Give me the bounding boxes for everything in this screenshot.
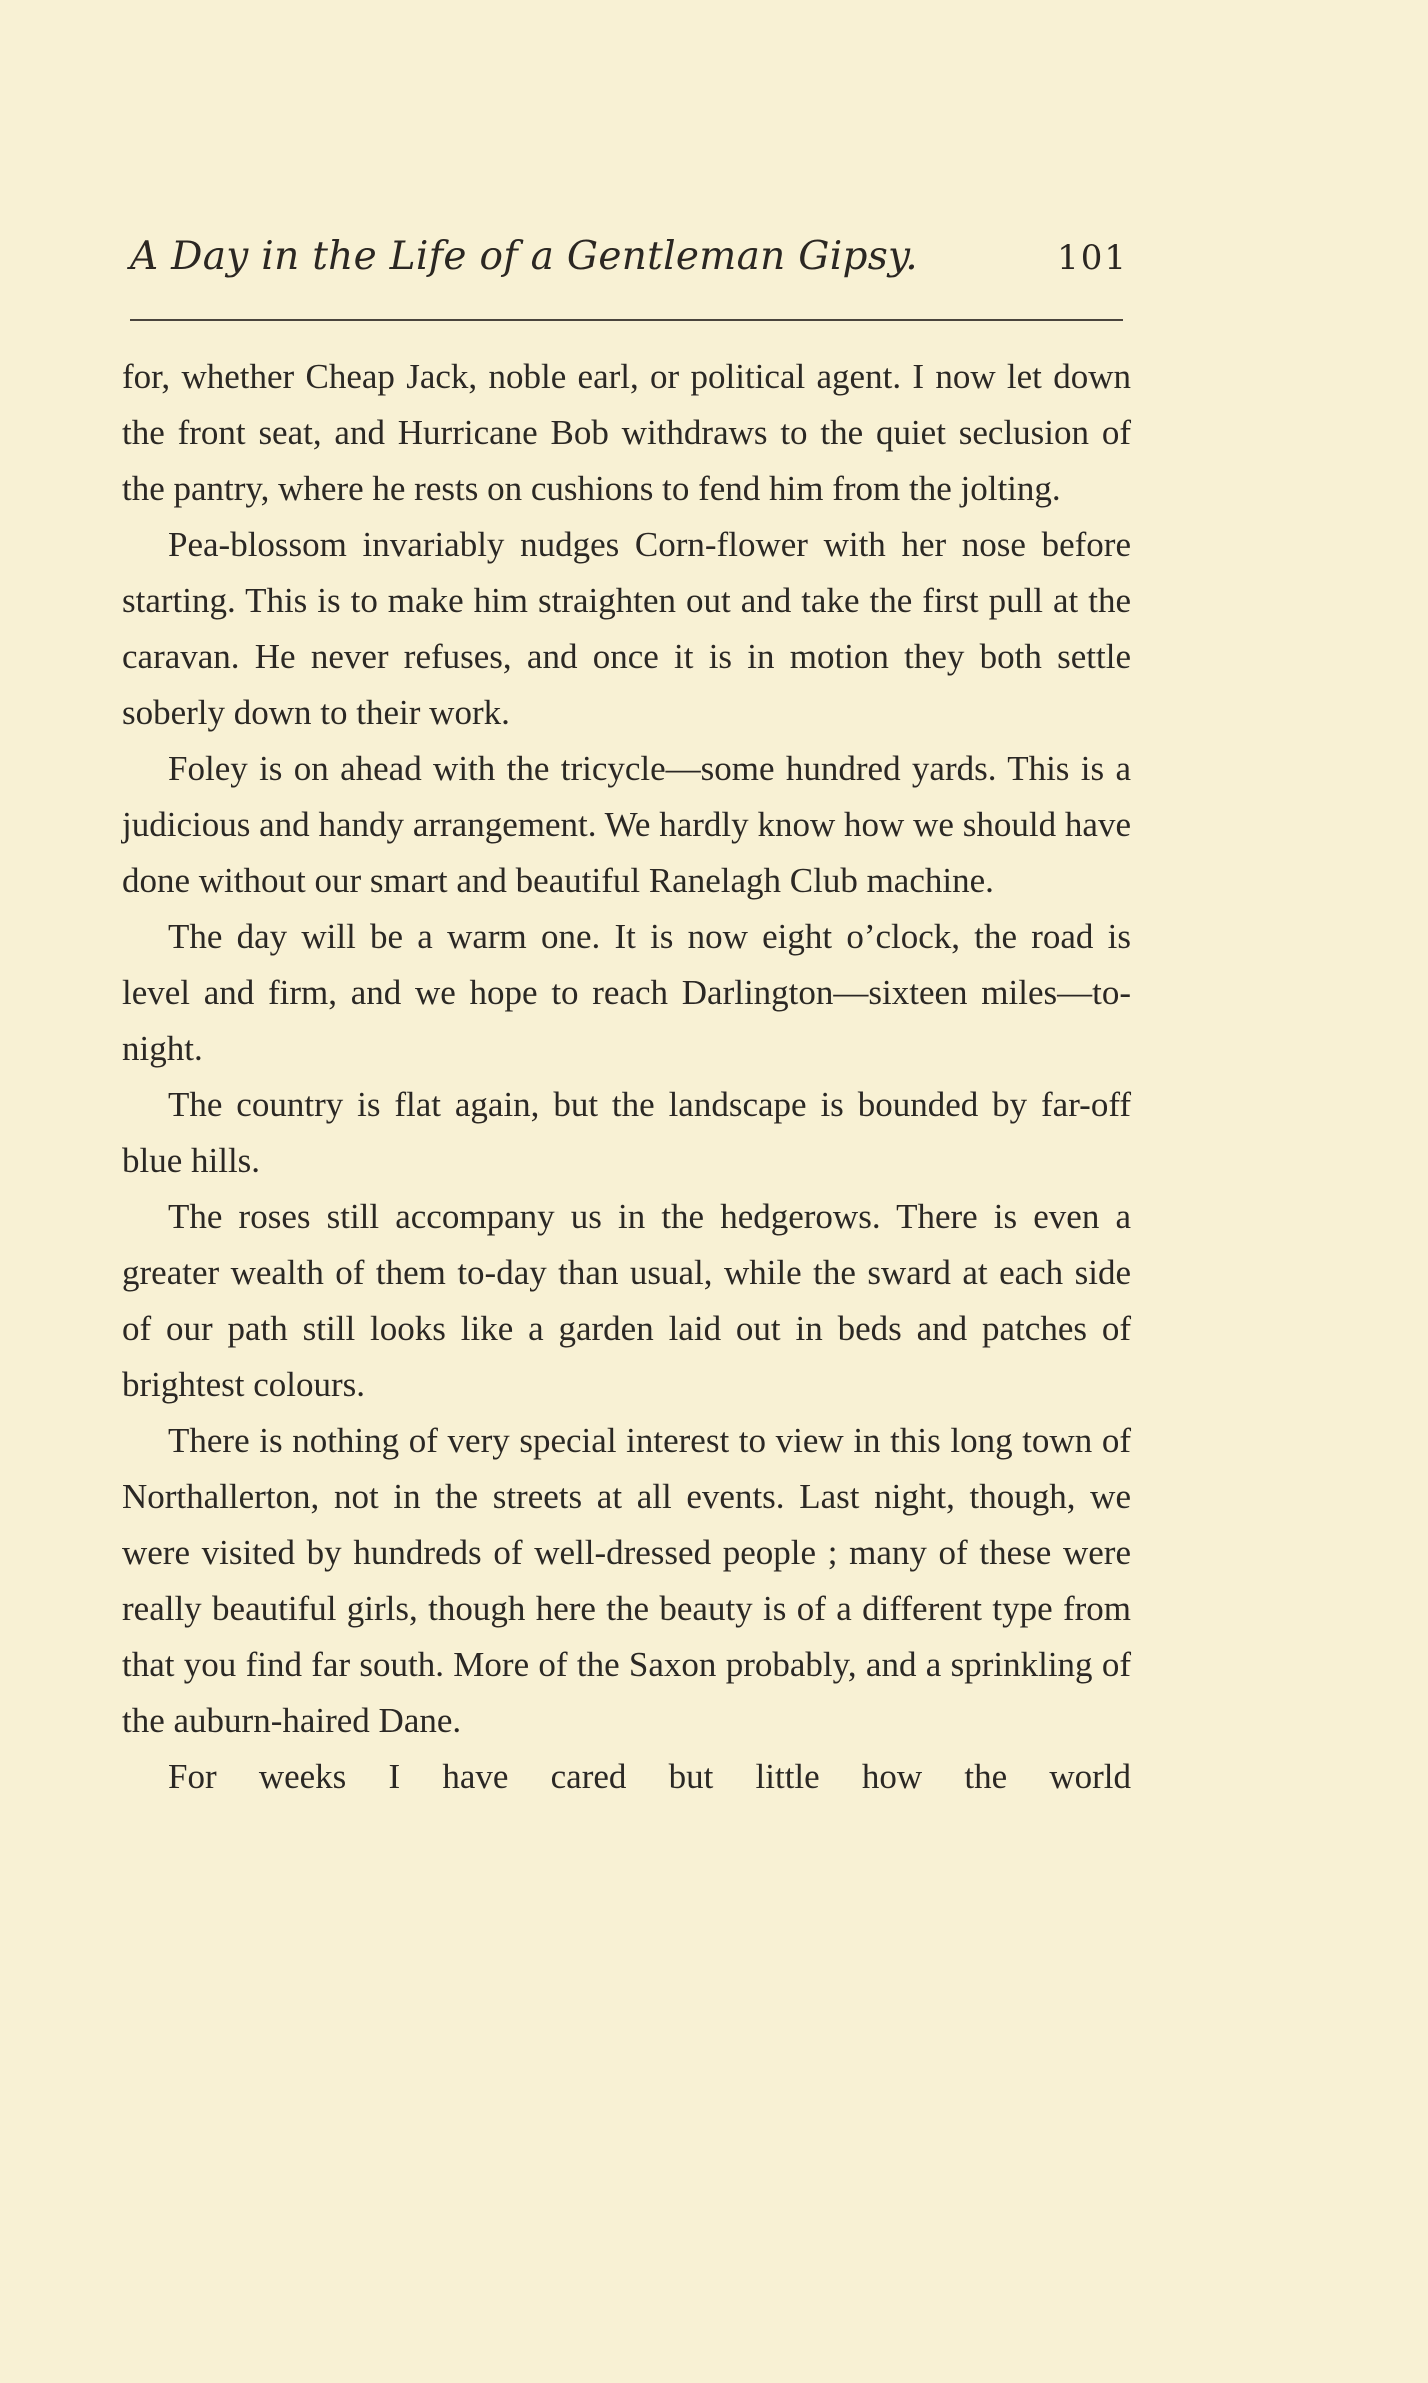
paragraph-3: Foley is on ahead with the tricycle—some hundred yards. This is a judicious and handy arrangement. We hardly know how we should have done without our smart and beautiful Ranelagh Club machine. bbox=[122, 749, 1131, 900]
page-number: 101 bbox=[1057, 238, 1128, 278]
paragraph-7: There is nothing of very special interest to view in this long town of Northallerton, not in the streets at all events. Last night, though, we were visited by hundreds of well-dressed people ; many of these were really beautiful girls, though here the beauty is of a different type from that you find far south. More of the Saxon probably, and a sprinkling of the auburn-haired Dane. bbox=[122, 1421, 1131, 1740]
body-text bbox=[122, 349, 1131, 1805]
paragraph-8: For weeks I have cared but little how the world bbox=[168, 1757, 1131, 1796]
paragraph-5: The country is flat again, but the landscape is bounded by far-off blue hills. bbox=[122, 1085, 1131, 1180]
running-header bbox=[130, 224, 1128, 294]
running-title: A Day in the Life of a Gentleman Gipsy. bbox=[130, 234, 918, 279]
paragraph-1: for, whether Cheap Jack, noble earl, or political agent. I now let down the front seat, and Hurricane Bob withdraws to the quiet seclusion of the pantry, where he rests on cushions to fend him from the jolting. bbox=[122, 357, 1131, 508]
paragraph-6: The roses still accompany us in the hedgerows. There is even a greater wealth of them to-day than usual, while the sward at each side of our path still looks like a garden laid out in beds and patches of brightest colours. bbox=[122, 1197, 1131, 1404]
paragraph-4: The day will be a warm one. It is now eight o’clock, the road is level and firm, and we hope to reach Darlington—sixteen miles—to-night. bbox=[122, 917, 1131, 1068]
paragraph-2: Pea-blossom invariably nudges Corn-flower with her nose before starting. This is to make him straighten out and take the first pull at the caravan. He never refuses, and once it is in motion they both settle soberly down to their work. bbox=[122, 525, 1131, 732]
header-rule bbox=[130, 319, 1123, 321]
